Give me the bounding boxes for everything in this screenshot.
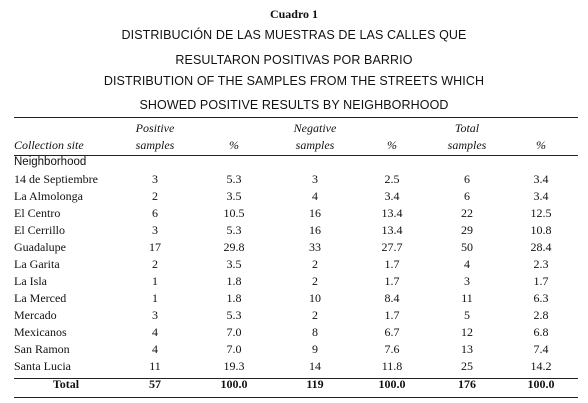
header-cell-percent: %: [387, 138, 397, 152]
table-row: [14, 290, 578, 307]
total-row: [14, 375, 578, 394]
cell-value: 19.3: [223, 359, 245, 373]
header-row-1: [14, 120, 578, 137]
group-label: Neighborhood: [14, 156, 87, 168]
bottom-rule: [14, 397, 578, 398]
cell-value: 13.4: [381, 206, 403, 220]
cell-value: 6.8: [533, 325, 549, 339]
cell-value: 28.4: [530, 240, 552, 254]
cell-value: 6.3: [533, 291, 549, 305]
header-cell-samples: samples: [295, 138, 335, 152]
table-row: [14, 239, 578, 256]
cell-value: 1.7: [384, 274, 400, 288]
cell-value: 27.7: [381, 240, 403, 254]
cell-site: Mexicanos: [14, 325, 67, 339]
cell-total-value: 100.0: [378, 377, 406, 391]
cell-site: Mercado: [14, 308, 57, 322]
cell-value: 10: [309, 291, 321, 305]
cell-value: 14.2: [530, 359, 552, 373]
table-row: [14, 341, 578, 358]
title-line-spanish-1: DISTRIBUCIÓN DE LAS MUESTRAS DE LAS CALLES QUE: [121, 28, 467, 42]
cell-value: 1.8: [226, 291, 242, 305]
table-row: [14, 222, 578, 239]
table-row: [14, 358, 578, 375]
cell-value: 6: [152, 206, 158, 220]
cell-value: 5: [464, 308, 470, 322]
cell-total-value: 176: [458, 377, 476, 391]
cell-value: 3: [152, 308, 158, 322]
cell-value: 11: [461, 291, 473, 305]
cell-value: 4: [464, 257, 470, 271]
cell-value: 13: [461, 342, 473, 356]
top-rule: [14, 117, 578, 118]
cell-value: 11: [149, 359, 161, 373]
cell-value: 1.7: [533, 274, 549, 288]
header-cell: [504, 120, 578, 137]
title-line-english-1: DISTRIBUTION OF THE SAMPLES FROM THE STREETS WHICH: [103, 74, 485, 88]
cell-site: Guadalupe: [14, 240, 66, 254]
table-caption: Cuadro 1: [269, 7, 319, 21]
cell-total-label: Total: [52, 377, 80, 391]
cell-value: 8.4: [384, 291, 400, 305]
cell-value: 29.8: [223, 240, 245, 254]
cell-value: 16: [309, 223, 321, 237]
header-cell-percent: %: [536, 138, 546, 152]
cell-value: 3.4: [533, 172, 549, 186]
cell-total-value: 100.0: [220, 377, 248, 391]
cell-value: 3.4: [533, 189, 549, 203]
cell-value: 16: [309, 206, 321, 220]
cell-value: 2: [152, 189, 158, 203]
cell-total-value: 100.0: [527, 377, 555, 391]
cell-value: 7.0: [226, 325, 242, 339]
cell-site: San Ramon: [14, 342, 70, 356]
cell-site: El Cerrillo: [14, 223, 65, 237]
header-row-2: [14, 137, 578, 154]
table-row: [14, 307, 578, 324]
cell-value: 11.8: [381, 359, 403, 373]
cell-value: 3: [464, 274, 470, 288]
cell-total-value: 57: [149, 377, 161, 391]
header-cell-percent: %: [229, 138, 239, 152]
cell-value: 1.7: [384, 308, 400, 322]
cell-value: 5.3: [226, 172, 242, 186]
cell-value: 2: [312, 257, 318, 271]
title-line-spanish-2: RESULTARON POSITIVAS POR BARRIO: [175, 53, 413, 67]
table-row: [14, 188, 578, 205]
table-row: [14, 256, 578, 273]
cell-value: 33: [309, 240, 321, 254]
cell-value: 7.6: [384, 342, 400, 356]
table-row: [14, 171, 578, 188]
cell-value: 12.5: [530, 206, 552, 220]
cell-site: 14 de Septiembre: [14, 172, 98, 186]
cell-total-value: 119: [306, 377, 324, 391]
cell-value: 3: [152, 172, 158, 186]
table-row: [14, 324, 578, 341]
cell-value: 50: [461, 240, 473, 254]
cell-value: 3.4: [384, 189, 400, 203]
cell-value: 17: [149, 240, 161, 254]
header-cell-collection-site: Collection site: [14, 138, 84, 152]
cell-value: 2.5: [384, 172, 400, 186]
cell-value: 2: [152, 257, 158, 271]
cell-value: 6: [464, 189, 470, 203]
cell-value: 10.8: [530, 223, 552, 237]
header-cell-samples: samples: [135, 138, 175, 152]
cell-value: 4: [152, 342, 158, 356]
cell-value: 1: [152, 274, 158, 288]
group-label-row: [14, 154, 578, 171]
cell-value: 3: [152, 223, 158, 237]
cell-value: 1.7: [384, 257, 400, 271]
cell-value: 29: [461, 223, 473, 237]
header-cell-samples: samples: [447, 138, 487, 152]
title-line-english-2: SHOWED POSITIVE RESULTS BY NEIGHBORHOOD: [139, 98, 449, 112]
cell-value: 3.5: [226, 257, 242, 271]
cell-site: La Merced: [14, 291, 67, 305]
cell-value: 25: [461, 359, 473, 373]
cell-value: 4: [312, 189, 318, 203]
cell-value: 5.3: [226, 308, 242, 322]
cell-value: 9: [312, 342, 318, 356]
cell-value: 1.8: [226, 274, 242, 288]
cell-value: 7.4: [533, 342, 549, 356]
cell-site: El Centro: [14, 206, 61, 220]
header-cell-total: Total: [454, 121, 480, 135]
header-cell: [354, 120, 430, 137]
cell-site: La Isla: [14, 274, 47, 288]
cell-value: 3.5: [226, 189, 242, 203]
table-row: [14, 273, 578, 290]
table-row: [14, 205, 578, 222]
cell-value: 2.3: [533, 257, 549, 271]
distribution-table: [14, 120, 578, 394]
cell-value: 2.8: [533, 308, 549, 322]
cell-value: 2: [312, 274, 318, 288]
header-cell: [14, 120, 118, 137]
header-cell-positive: Positive: [135, 121, 175, 135]
cell-value: 14: [309, 359, 321, 373]
cell-value: 6: [464, 172, 470, 186]
cell-value: 6.7: [384, 325, 400, 339]
header-cell-negative: Negative: [293, 121, 337, 135]
cell-site: La Garita: [14, 257, 60, 271]
cell-value: 5.3: [226, 223, 242, 237]
cell-site: La Almolonga: [14, 189, 83, 203]
cell-value: 1: [152, 291, 158, 305]
cell-value: 22: [461, 206, 473, 220]
cell-value: 4: [152, 325, 158, 339]
cell-value: 10.5: [223, 206, 245, 220]
cell-value: 8: [312, 325, 318, 339]
cell-value: 3: [312, 172, 318, 186]
cell-value: 7.0: [226, 342, 242, 356]
cell-value: 2: [312, 308, 318, 322]
cell-value: 13.4: [381, 223, 403, 237]
header-cell: [192, 120, 276, 137]
cell-site: Santa Lucia: [14, 359, 71, 373]
cell-value: 12: [461, 325, 473, 339]
